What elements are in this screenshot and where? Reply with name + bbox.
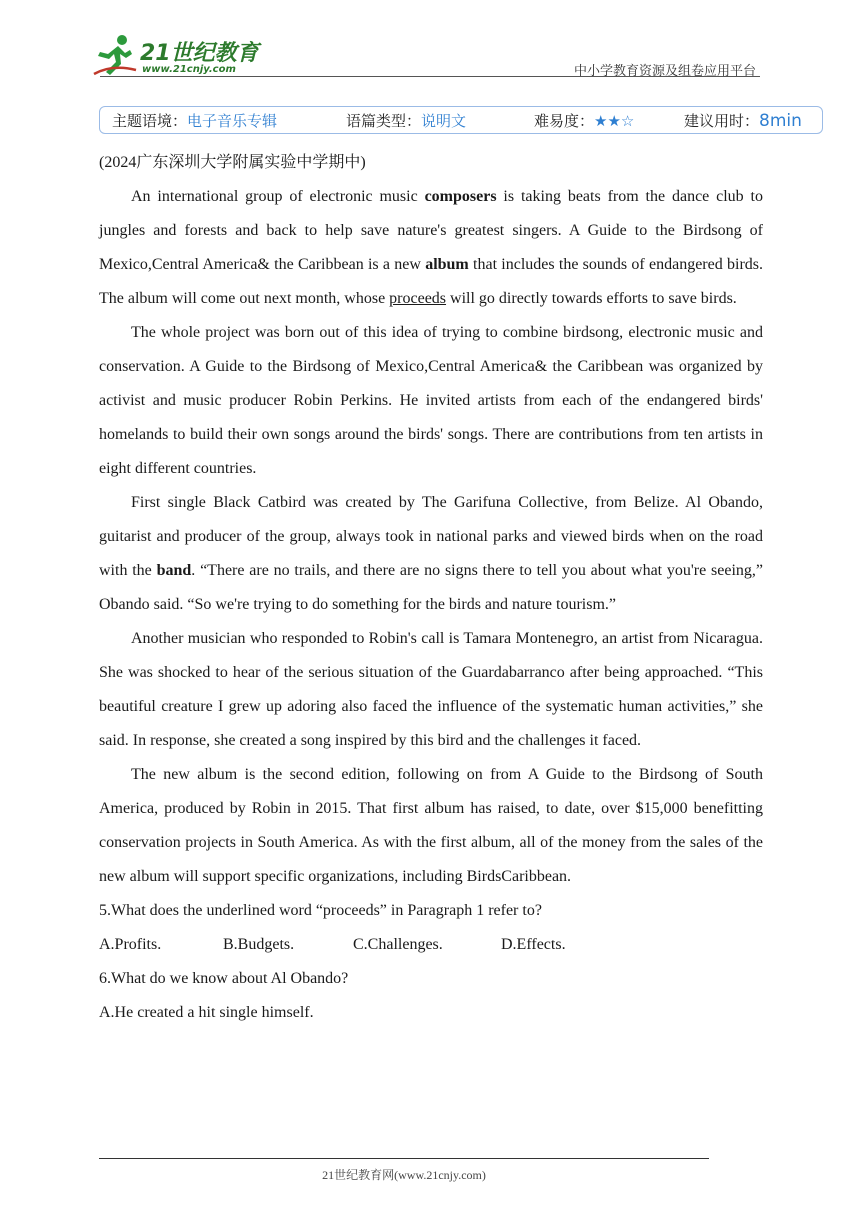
- difficulty-info: [534, 110, 634, 131]
- info-bar: [99, 106, 823, 134]
- time-value: 8min: [759, 111, 802, 131]
- theme-value: 电子音乐专辑: [187, 112, 278, 130]
- difficulty-label: 难易度：: [534, 112, 595, 130]
- option-d: D.Effects.: [501, 936, 566, 953]
- passage: [99, 146, 763, 1030]
- page-header: [0, 0, 860, 80]
- p1-underlined-proceeds: proceeds: [389, 290, 447, 307]
- p1-text-c: is taking beats from the dance club to jungles and forests and back to help save nature's greatest singers. A Guide to the Birdsong of Mexico,Central America& the Caribbean is a new: [99, 188, 764, 273]
- logo-text: 21世纪教育: [140, 41, 259, 66]
- paragraph-1: [99, 180, 763, 316]
- option-b: B.Budgets.: [223, 936, 295, 953]
- site-logo: [92, 34, 262, 78]
- p1-text-d: that includes the sounds of endangered birds. The album will come out next month, whose: [99, 256, 763, 307]
- runner-icon: [92, 34, 138, 78]
- p1-text-a: An international group of electronic music: [131, 188, 425, 205]
- p1-bold-album: album: [425, 256, 469, 273]
- theme-label: 主题语境：: [112, 112, 188, 130]
- paragraph-3: [99, 486, 763, 622]
- footer-divider: [99, 1158, 709, 1159]
- page-footer: 21世纪教育网(www.21cnjy.com): [322, 1168, 486, 1182]
- logo-url: www.21cnjy.com: [142, 64, 236, 75]
- difficulty-stars: ★★☆: [594, 112, 635, 130]
- p3-bold-band: band: [156, 562, 192, 579]
- p3-text-c: . “There are no trails, and there are no signs there to tell you about what you're seeing,” Obando said. “So we're trying to do something for the birds and nature tourism.”: [99, 562, 763, 613]
- p3-text-a: First single Black Catbird was created by The Garifuna Collective, from Belize. Al Obando, guitarist and producer of the group, always took in national parks and viewed birds when on the road with the: [99, 494, 763, 579]
- paragraph-2: The whole project was born out of this idea of trying to combine birdsong, electronic music and conservation. A Guide to the Birdsong of Mexico,Central America& the Caribbean was organized by activist and music producer Robin Perkins. He invited artists from each of the endangered birds' homelands to build their own songs around the birds' songs. There are contributions from ten artists in eight different countries.: [99, 324, 763, 477]
- header-divider: [100, 76, 760, 77]
- paragraph-4: Another musician who responded to Robin's call is Tamara Montenegro, an artist from Nicaragua. She was shocked to hear of the serious situation of the Guardabarranco after being approached. “This beautiful creature I grew up adoring also faced the influence of the systematic human activities,” she said. In response, she created a song inspired by this bird and the challenges it faced.: [99, 630, 763, 749]
- p1-text-e: will go directly towards efforts to save birds.: [446, 290, 737, 307]
- theme-info: [112, 110, 277, 131]
- question-5: 5.What does the underlined word “proceeds” in Paragraph 1 refer to?: [99, 902, 542, 919]
- time-label: 建议用时：: [684, 112, 760, 130]
- option-a: A.Profits.: [99, 936, 162, 953]
- time-info: [684, 110, 802, 131]
- platform-name: 中小学教育资源及组卷应用平台: [573, 64, 756, 79]
- type-value: 说明文: [421, 112, 467, 130]
- question-6: 6.What do we know about Al Obando?: [99, 970, 349, 987]
- question-5-options: [99, 928, 763, 962]
- option-c: C.Challenges.: [353, 936, 443, 953]
- type-label: 语篇类型：: [346, 112, 422, 130]
- question-6-option-a: A.He created a hit single himself.: [99, 1004, 314, 1021]
- source-line: (2024广东深圳大学附属实验中学期中): [99, 154, 366, 171]
- type-info: [346, 110, 466, 131]
- paragraph-5: The new album is the second edition, following on from A Guide to the Birdsong of South America, produced by Robin in 2015. That first album has raised, to date, over $15,000 benefitting conservation projects in South America. As with the first album, all of the money from the sales of the new album will support specific organizations, including BirdsCaribbean.: [99, 766, 763, 885]
- p1-bold-composers: composers: [424, 188, 497, 205]
